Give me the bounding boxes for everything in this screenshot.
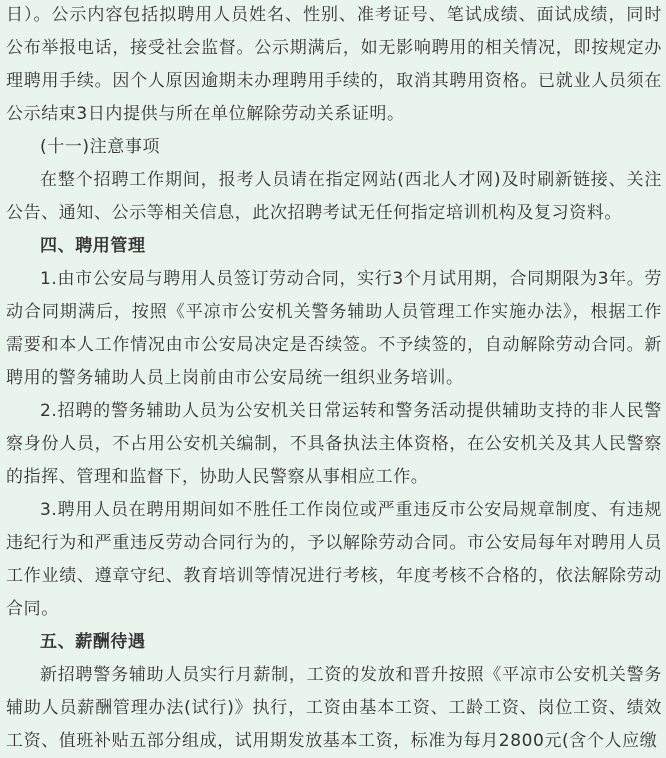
section-heading-employment-management: 四、聘用管理 <box>40 236 146 256</box>
paragraph-management-3: 3.聘用人员在聘用期间如不胜任工作岗位或严重违反市公安局规章制度、有违规违纪行为和严重违反劳动合同行为的，予以解除劳动合同。市公安局每年对聘用人员工作业绩、遵章守纪、教育培训等情况进行考核，年度考核不合格的，依法解除劳动合同。 <box>6 500 662 619</box>
paragraph-notice-body: 在整个招聘工作期间，报考人员请在指定网站(西北人才网)及时刷新链接、关注公告、通知、公示等相关信息，此次招聘考试无任何指定培训机构及复习资料。 <box>6 170 662 223</box>
paragraph-management-1: 1.由市公安局与聘用人员签订劳动合同，实行3个月试用期，合同期限为3年。劳动合同期满后，按照《平凉市公安机关警务辅助人员管理工作实施办法》，根据工作需要和本人工作情况由市公安局决定是否续签。不予续签的，自动解除劳动合同。新聘用的警务辅助人员上岗前由市公安局统一组织业务培训。 <box>6 269 662 388</box>
paragraph-publicity: 日）。公示内容包括拟聘用人员姓名、性别、准考证号、笔试成绩、面试成绩，同时公布举报电话，接受社会监督。公示期满后，如无影响聘用的相关情况，即按规定办理聘用手续。因个人原因逾期未办理聘用手续的，取消其聘用资格。已就业人员须在公示结束3日内提供与所在单位解除劳动关系证明。 <box>6 5 662 124</box>
document-body <box>6 0 662 758</box>
paragraph-salary: 新招聘警务辅助人员实行月薪制，工资的发放和晋升按照《平凉市公安机关警务辅助人员薪酬管理办法(试行)》执行，工资由基本工资、工龄工资、岗位工资、绩效工资、值班补贴五部分组成，试用期发放基本工资，标准为每月2800元(含个人应缴 <box>6 665 662 751</box>
paragraph-notice-title: (十一)注意事项 <box>40 137 161 157</box>
section-heading-salary: 五、薪酬待遇 <box>40 632 146 652</box>
paragraph-management-2: 2.招聘的警务辅助人员为公安机关日常运转和警务活动提供辅助支持的非人民警察身份人员，不占用公安机关编制，不具备执法主体资格，在公安机关及其人民警察的指挥、管理和监督下，协助人民警察从事相应工作。 <box>6 401 662 487</box>
